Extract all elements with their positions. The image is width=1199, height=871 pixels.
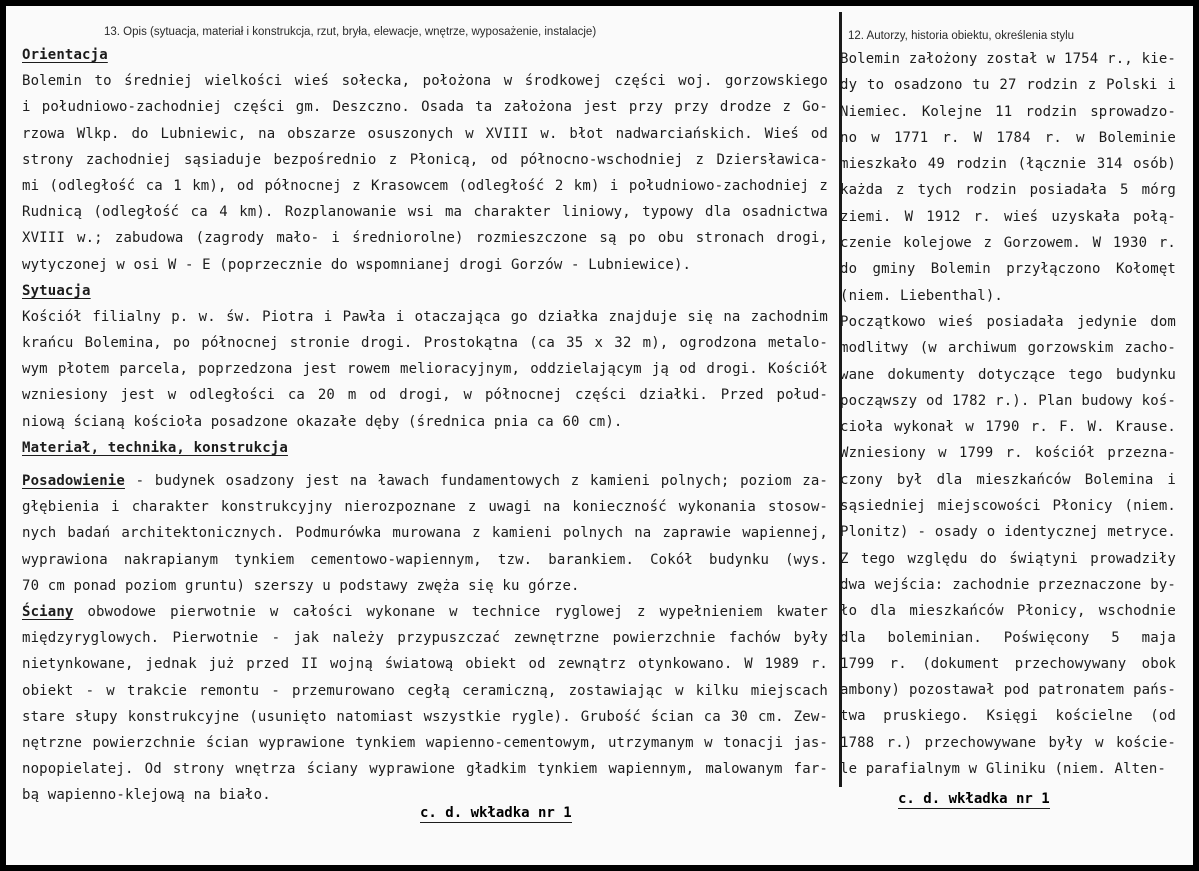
section-13-header: 13. Opis (sytuacja, materiał i konstrukcja, rzut, bryła, elewacje, wnętrze, wyposażenie, instalacje) (104, 26, 597, 38)
text-line: wane dokumenty dotyczące tego budynku (840, 366, 1176, 383)
text-line: i południowo-zachodniej części gm. Deszczno. Osada ta założona jest przy przy drodze z Go- (22, 99, 828, 116)
continued-note-right: c. d. wkładka nr 1 (898, 791, 1050, 807)
text-line: głębienia i charakter konstrukcyjny nierozpoznane z uwagi na konieczność wykonania stosow- (22, 499, 828, 516)
text-line: obiekt - w trakcie remontu - przemurowano cegłą ceramiczną, zostawiając w kilku miejscach (22, 682, 828, 699)
text-line: wym płotem parcela, poprzedzona jest rowem melioracyjnym, oddzielającym ją od drogi. Kościół (22, 361, 828, 378)
text-line: niową ścianą kościoła posadzone okazałe dęby (średnica pnia ca 60 cm). (22, 413, 623, 430)
text-line: wzniesiony jest w odległości ca 20 m od drogi, w północnej części działki. Przed połud- (22, 387, 828, 404)
text-line: ło dla mieszkańców Płonicy, wschodnie (840, 603, 1176, 620)
text-line: dla boleminian. Poświęcony 5 maja (840, 629, 1176, 646)
history-column (840, 6, 1176, 782)
text-line: wytyczonej w osi W - E (poprzecznie do wspomnianej drogi Gorzów - Lubniewice). (22, 256, 692, 273)
text-line: 1788 r.) przechowywane były w koście- (840, 734, 1176, 751)
text-line: Bolemin to średniej wielkości wieś sołecka, położona w środkowej części woj. gorzowskiego (22, 73, 828, 90)
text-line: le parafialnym w Gliniku (niem. Alten- (840, 761, 1166, 778)
text-line: dy to osadzono tu 27 rodzin z Polski i (840, 77, 1176, 94)
text-line: twa pruskiego. Księgi kościelne (od (840, 708, 1176, 725)
text-line: nych badań architektonicznych. Podmurówka murowana z kamieni polnych na zaprawie wapiennej, (22, 525, 828, 542)
inline-label: Ściany (22, 603, 74, 620)
text-line: międzyryglowych. Pierwotnie - jak należy przypuszczać zewnętrzne powierzchnie fachów były (22, 630, 828, 647)
text-line: czony był dla mieszkańców Bolemina i (840, 471, 1176, 488)
text-line: ambony) pozostawał pod patronatem pańs- (840, 682, 1176, 699)
text-line: rzowa Wlkp. do Lubniewic, na obszarze osuszonych w XVIII w. błot nadwarciańskich. Wieś od (22, 125, 828, 142)
text-line: wyprawiona nakrapianym tynkiem cementowo-wapiennym, tzw. barankiem. Cokół budynku (wys. (22, 551, 828, 568)
text-line: czenie kolejowe z Gorzowem. W 1930 r. (840, 235, 1176, 252)
text-line: nętrzne powierzchnie ścian wyprawione tynkiem wapienno-cementowym, utrzymanym w tonacji jas- (22, 734, 828, 751)
text-line: modlitwy (w archiwum gorzowskim zacho- (840, 340, 1176, 357)
orientacja-paragraph (22, 68, 828, 278)
text-line: cioła wykonał w 1790 r. F. W. Krause. (840, 419, 1176, 436)
text-line: Plonitz) - osady o identycznej metryce. (840, 524, 1176, 541)
inline-label: Posadowienie (22, 473, 125, 489)
heading-orientacja: Orientacja (22, 47, 108, 63)
heading-material: Materiał, technika, konstrukcja (22, 439, 288, 456)
document-sheet (6, 6, 1193, 865)
text-line: bą wapienno-klejową na biało. (22, 787, 271, 804)
text-line: ziemi. W 1912 r. wieś uzyskała połą- (840, 208, 1176, 225)
text-line: no w 1771 r. W 1784 r. w Boleminie (840, 129, 1176, 146)
text-line: Kościół filialny p. w. św. Piotra i Pawła i otaczająca go działka znajduje się na zachodnim (22, 308, 828, 325)
text-line: Rudnicą (odległość ca 4 km). Rozplanowanie wsi ma charakter liniowy, typowy dla osadnictwa (22, 204, 828, 221)
text-line: Ściany obwodowe pierwotnie w całości wykonane w technice ryglowej z wypełnieniem kwater (22, 603, 828, 620)
text-line: XVIII w.; zabudowa (zagrody mało- i średniorolne) rozmieszczone są po obu stronach drogi, (22, 230, 828, 247)
text-line: 1799 r. (dokument przechowywany obok (840, 655, 1176, 672)
text-line: (niem. Liebenthal). (840, 287, 1003, 304)
text-line: dwa wejścia: zachodnie przeznaczone by- (840, 576, 1176, 593)
text-line: strony zachodniej sąsiaduje bezpośrednio z Płonicą, od północno-wschodniej z Dziersławica- (22, 151, 828, 168)
history-paragraph-1 (840, 46, 1176, 309)
sytuacja-paragraph (22, 304, 828, 435)
text-line: nietynkowane, jednak już przed II wojną światową obiekt od zewnątrz otynkowano. W 1989 r. (22, 656, 828, 673)
text-line: Niemiec. Kolejne 11 rodzin sprowadzo- (840, 103, 1176, 120)
text-line: sąsiedniej miejscowości Płonicy (niem. (840, 498, 1176, 515)
description-column (22, 6, 828, 808)
text-line: 70 cm ponad poziom gruntu) szerszy u podstawy zwęża się ku górze. (22, 577, 580, 594)
text-line: Bolemin założony został w 1754 r., kie- (840, 51, 1176, 67)
text-line: mieszkało 49 rodzin (łącznie 314 osób) (840, 156, 1176, 173)
text-line: nopopielatej. Od strony wnętrza ściany wyprawione gładkim tynkiem wapiennym, malowanym far- (22, 761, 828, 778)
sciany-paragraph (22, 599, 828, 809)
text-line: stare słupy konstrukcyjne (usunięto natomiast wszystkie rygle). Grubość ścian ca 30 cm. Zew- (22, 708, 828, 725)
text-line: począwszy od 1782 r.). Plan budowy koś- (840, 392, 1176, 409)
posadowienie-paragraph (22, 468, 828, 599)
text-line: do gminy Bolemin przyłączono Kołomęt (840, 261, 1176, 278)
text-line: Początkowo wieś posiadała jedynie dom (840, 313, 1176, 330)
text-line: krańcu Bolemina, po północnej stronie drogi. Prostokątna (ca 35 x 32 m), ogrodzona metalo- (22, 335, 828, 352)
text-line: Posadowienie - budynek osadzony jest na ławach fundamentowych z kamieni polnych; poziom za- (22, 473, 828, 489)
section-12-header: 12. Autorzy, historia obiektu, określenia stylu (848, 30, 1075, 42)
text-line: Wzniesiony w 1799 r. kościół przezna- (840, 445, 1176, 462)
continued-note-left: c. d. wkładka nr 1 (420, 805, 572, 821)
text-line: mi (odległość ca 1 km), od północnej z Krasowcem (odległość 2 km) i południowo-zachodniej z (22, 177, 828, 194)
text-line: każda z tych rodzin posiadała 5 mórg (840, 182, 1176, 199)
text-line: Z tego względu do świątyni prowadziły (840, 550, 1176, 567)
heading-sytuacja: Sytuacja (22, 282, 91, 299)
history-paragraph-2 (840, 309, 1176, 782)
